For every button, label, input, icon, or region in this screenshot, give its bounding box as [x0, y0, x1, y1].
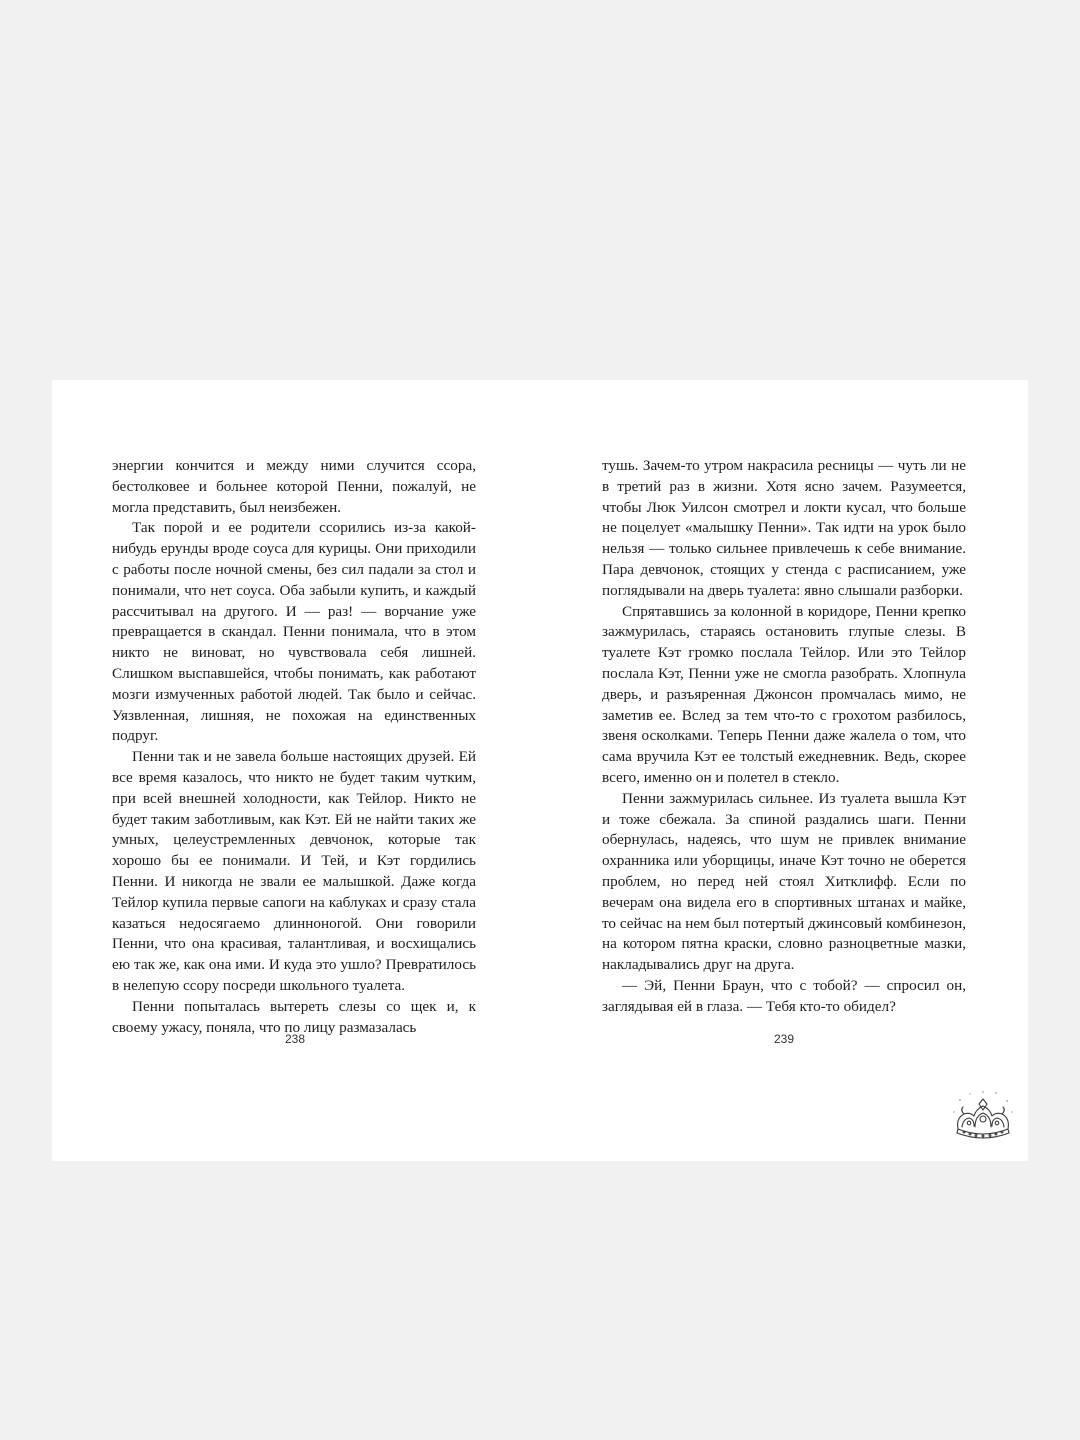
paragraph: Пенни попыталась вытереть слезы со щек и, к своему ужасу, поняла, что по лицу размазалась — [112, 997, 476, 1036]
book-spread — [52, 380, 1028, 1161]
paragraph: энергии кончится и между ними случится ссора, бестолковее и больнее которой Пенни, пожалуй, не могла представить, был неизбежен. — [112, 457, 476, 516]
paragraph: Пенни зажмурилась сильнее. Из туалета вышла Кэт и тоже сбежала. За спиной раздались шаги. Пенни обернулась, надеясь, что шум не привлек внимание охранника или уборщицы, иначе Кэт точно не оберется проблем, но перед ней стоял Хитклифф. Если по вечерам она видела его в спортивных штанах и майке, то сейчас на нем был потертый джинсовый комбинезон, на котором пятна краски, словно разноцветные мазки, накладывались друг на друга. — [602, 789, 966, 974]
right-page-text — [602, 456, 966, 1018]
page-number-right: 239 — [773, 1032, 795, 1046]
paragraph: тушь. Зачем-то утром накрасила ресницы — чуть ли не в третий раз в жизни. Хотя ясно зачем. Разумеется, чтобы Люк Уилсон смотрел и локти кусал, что больше не поцелует «малышку Пенни». Так идти на урок было нельзя — только сильнее привлечешь к себе внимание. Пара девчонок, стоящих у стенда с расписанием, уже поглядывали на дверь туалета: явно слышали разборки. — [602, 457, 966, 599]
paragraph: Пенни так и не завела больше настоящих друзей. Ей все время казалось, что никто не будет таким чутким, при всей внешней холодности, как Тейлор. Никто не будет таким заботливым, как Кэт. Ей не найти таких же умных, целеустремленных девчонок, которые так хорошо бы ее понимали. И Тей, и Кэт гордились Пенни. И никогда не звали ее малышкой. Даже когда Тейлор купила первые сапоги на каблуках и сразу стала казаться недосягаемо длинноногой. Они говорили Пенни, что она красивая, талантливая, и восхищались ею так же, как она ими. И куда это ушло? Превратилось в нелепую ссору посреди школьного туалета. — [112, 748, 476, 994]
paragraph: — Эй, Пенни Браун, что с тобой? — спросил он, заглядывая ей в глаза. — Тебя кто-то обидел? — [602, 976, 966, 1015]
paragraph: Так порой и ее родители ссорились из-за какой-нибудь ерунды вроде соуса для курицы. Они приходили с работы после ночной смены, без сил падали за стол и понимали, что нет соуса. Оба забыли купить, и каждый рассчитывал на другого. И — раз! — ворчание уже превращается в скандал. Пенни понимала, что в этом никто не виноват, но чувствовала себя лишней. Слишком выспавшейся, чтобы понимать, как работают мозги измученных работой людей. Так было и сейчас. Уязвленная, лишняя, не похожая на единственных подруг. — [112, 519, 476, 745]
left-page-text — [112, 456, 476, 1038]
tiara-icon — [950, 1082, 1016, 1148]
page-number-left: 238 — [284, 1032, 306, 1046]
paragraph: Спрятавшись за колонной в коридоре, Пенни крепко зажмурилась, стараясь остановить глупые слезы. В туалете Кэт громко послала Тейлор. Или это Тейлор послала Кэт, Пенни уже не смогла разобрать. Хлопнула дверь, и разъяренная Джонсон промчалась мимо, не заметив ее. Вслед за тем что-то с грохотом разбилось, звеня осколками. Теперь Пенни даже жалела о том, что сама вручила Кэт ее толстый ежедневник. Ведь, скорее всего, именно он и полетел в стекло. — [602, 602, 966, 786]
